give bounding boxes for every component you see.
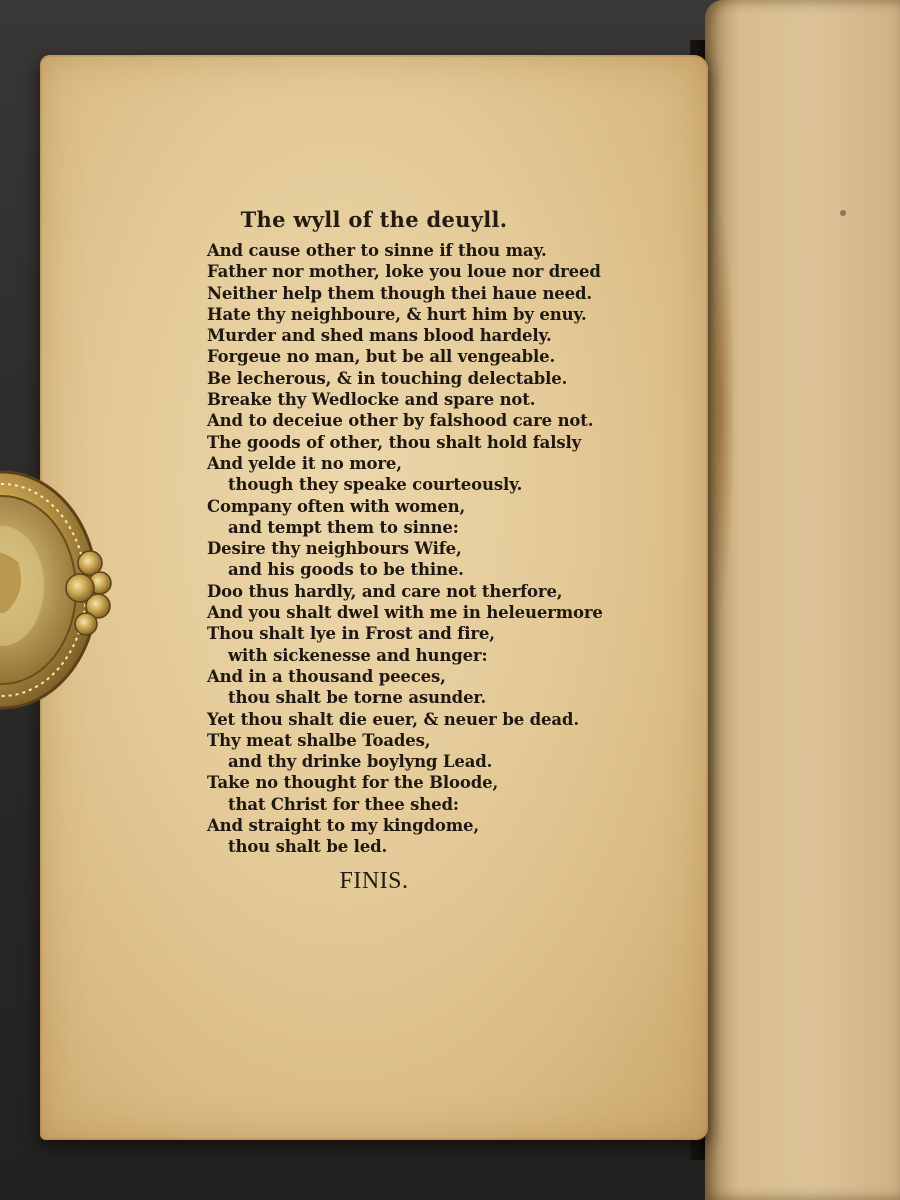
verse-line: And to deceiue other by falshood care not. — [207, 411, 594, 431]
verse-line: Hate thy neighboure, & hurt him by enuy. — [207, 304, 587, 324]
verse-line: and thy drinke boylyng Lead. — [228, 752, 493, 772]
verse-line: Thy meat shalbe Toades, — [207, 730, 431, 750]
page-stain — [710, 210, 735, 610]
verse-line: Desire thy neighbours Wife, — [207, 539, 462, 559]
verse-line: though they speake courteously. — [228, 475, 523, 495]
paper-speck — [840, 210, 846, 216]
verse-line: Yet thou shalt die euer, & neuer be dead. — [207, 709, 579, 729]
verse-line: and tempt them to sinne: — [228, 517, 459, 537]
finis-label: FINIS. — [339, 868, 409, 894]
verse-line: Murder and shed mans blood hardely. — [207, 326, 552, 346]
verse-line: Company often with women, — [207, 496, 466, 516]
verse-line: Forgeue no man, but be all vengeable. — [207, 347, 556, 367]
verse-line: Thou shalt lye in Frost and fire, — [207, 624, 495, 644]
verse-line: Neither help them though thei haue need. — [207, 283, 592, 303]
verse-line: Take no thought for the Bloode, — [207, 773, 499, 793]
book-page — [40, 55, 708, 1140]
verse-line: with sickenesse and hunger: — [228, 645, 488, 665]
verse-line: And you shalt dwel with me in heleuermore — [207, 603, 603, 623]
verse-line: thou shalt be led. — [228, 837, 388, 857]
verse-line: The goods of other, thou shalt hold falsly — [207, 432, 582, 452]
verse-line: Doo thus hardly, and care not therfore, — [207, 581, 563, 601]
verse-line: and his goods to be thine. — [228, 560, 464, 580]
page-heading: The wyll of the deuyll. — [240, 207, 508, 232]
verse-line: Father nor mother, loke you loue nor dreed — [207, 262, 601, 282]
verse-line: Be lecherous, & in touching delectable. — [207, 368, 568, 388]
verse-line: Breake thy Wedlocke and spare not. — [207, 390, 536, 410]
verse-line: And straight to my kingdome, — [207, 816, 479, 836]
verse-line: And in a thousand peeces, — [207, 666, 446, 686]
verse-line: And yelde it no more, — [207, 453, 402, 473]
verse-line: thou shalt be torne asunder. — [228, 688, 487, 708]
verse-block — [207, 240, 627, 858]
ornamental-clasp-icon — [0, 468, 115, 713]
verse-line: that Christ for thee shed: — [228, 794, 459, 814]
verse-line: And cause other to sinne if thou may. — [207, 241, 547, 260]
